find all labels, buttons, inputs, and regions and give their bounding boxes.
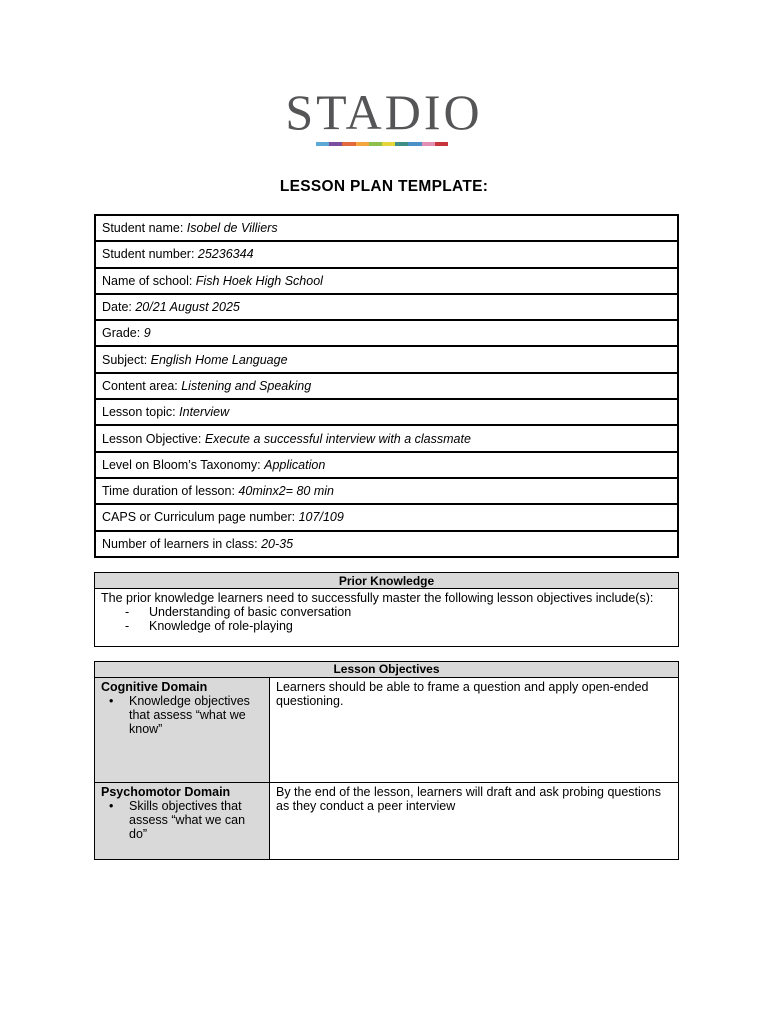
cognitive-domain-cell <box>95 678 270 783</box>
info-value: Interview <box>179 405 230 420</box>
info-cell <box>95 346 678 372</box>
table-row <box>95 373 678 399</box>
info-label: Number of learners in class: <box>102 536 262 551</box>
info-label: Time duration of lesson: <box>102 484 239 499</box>
prior-knowledge-list <box>101 605 672 633</box>
prior-knowledge-heading: Prior Knowledge <box>95 573 679 589</box>
info-value: Execute a successful interview with a classmate <box>204 431 471 446</box>
table-row <box>95 783 679 860</box>
psychomotor-domain-title: Psychomotor Domain <box>101 785 231 799</box>
table-row <box>95 452 678 478</box>
prior-knowledge-intro: The prior knowledge learners need to successfully master the following lesson objectives include(s): <box>101 591 654 605</box>
lesson-info-table <box>94 214 679 558</box>
info-value: English Home Language <box>150 352 288 367</box>
info-label: Name of school: <box>102 273 196 288</box>
info-label: Content area: <box>102 378 182 393</box>
info-cell <box>95 320 678 346</box>
info-cell <box>95 215 678 241</box>
cognitive-objective: Learners should be able to frame a question and apply open-ended questioning. <box>270 678 679 783</box>
info-value: 9 <box>143 326 151 341</box>
info-label: Date: <box>102 300 136 315</box>
info-cell <box>95 478 678 504</box>
info-label: Subject: <box>102 352 151 367</box>
info-label: Student name: <box>102 221 187 236</box>
stripe-segment <box>435 142 448 146</box>
stripe-segment <box>342 142 355 146</box>
info-cell <box>95 531 678 557</box>
info-value: 107/109 <box>298 510 344 525</box>
cognitive-domain-list <box>101 694 263 736</box>
info-value: 25236344 <box>197 247 254 262</box>
info-label: CAPS or Curriculum page number: <box>102 510 299 525</box>
info-cell <box>95 425 678 451</box>
info-cell <box>95 399 678 425</box>
logo-color-stripe <box>316 142 448 146</box>
lesson-objectives-heading: Lesson Objectives <box>95 662 679 678</box>
table-row <box>95 678 679 783</box>
stadio-logo <box>270 86 498 148</box>
info-label: Lesson topic: <box>102 405 180 420</box>
table-row <box>95 215 678 241</box>
info-label: Lesson Objective: <box>102 431 205 446</box>
table-row <box>95 346 678 372</box>
info-cell <box>95 504 678 530</box>
table-row <box>95 241 678 267</box>
prior-knowledge-table <box>94 572 679 647</box>
page-title: LESSON PLAN TEMPLATE: <box>279 178 489 195</box>
cognitive-domain-title: Cognitive Domain <box>101 680 208 694</box>
info-value: 20-35 <box>261 536 294 551</box>
list-item: • Knowledge objectives that assess “what we know” <box>107 694 263 736</box>
stripe-segment <box>395 142 408 146</box>
psychomotor-domain-list <box>101 799 263 841</box>
list-item: • Skills objectives that assess “what we can do” <box>107 799 263 841</box>
info-cell <box>95 373 678 399</box>
table-row <box>95 478 678 504</box>
info-value: Fish Hoek High School <box>195 273 323 288</box>
info-value: Isobel de Villiers <box>186 221 278 236</box>
table-row <box>95 399 678 425</box>
logo-wordmark: STADIO <box>285 84 483 140</box>
prior-knowledge-body <box>95 589 679 647</box>
info-value: 20/21 August 2025 <box>135 300 240 315</box>
lesson-objectives-table <box>94 661 679 860</box>
psychomotor-objective: By the end of the lesson, learners will draft and ask probing questions as they conduct a peer interview <box>270 783 679 860</box>
stripe-segment <box>382 142 395 146</box>
table-row <box>95 294 678 320</box>
info-cell <box>95 294 678 320</box>
stripe-segment <box>356 142 369 146</box>
list-item: - Knowledge of role-playing <box>125 619 672 633</box>
info-label: Grade: <box>102 326 144 341</box>
psychomotor-domain-cell <box>95 783 270 860</box>
info-cell <box>95 241 678 267</box>
table-row <box>95 320 678 346</box>
stripe-segment <box>329 142 342 146</box>
info-cell <box>95 268 678 294</box>
info-label: Student number: <box>102 247 198 262</box>
table-row <box>95 504 678 530</box>
stripe-segment <box>369 142 382 146</box>
stripe-segment <box>316 142 329 146</box>
info-label: Level on Bloom’s Taxonomy: <box>102 457 265 472</box>
info-value: Application <box>264 457 326 472</box>
stripe-segment <box>408 142 421 146</box>
info-value: Listening and Speaking <box>181 378 312 393</box>
stripe-segment <box>422 142 435 146</box>
info-cell <box>95 452 678 478</box>
info-value: 40minx2= 80 min <box>238 484 334 499</box>
table-row <box>95 531 678 557</box>
list-item: - Understanding of basic conversation <box>125 605 672 619</box>
table-row <box>95 268 678 294</box>
table-row <box>95 425 678 451</box>
